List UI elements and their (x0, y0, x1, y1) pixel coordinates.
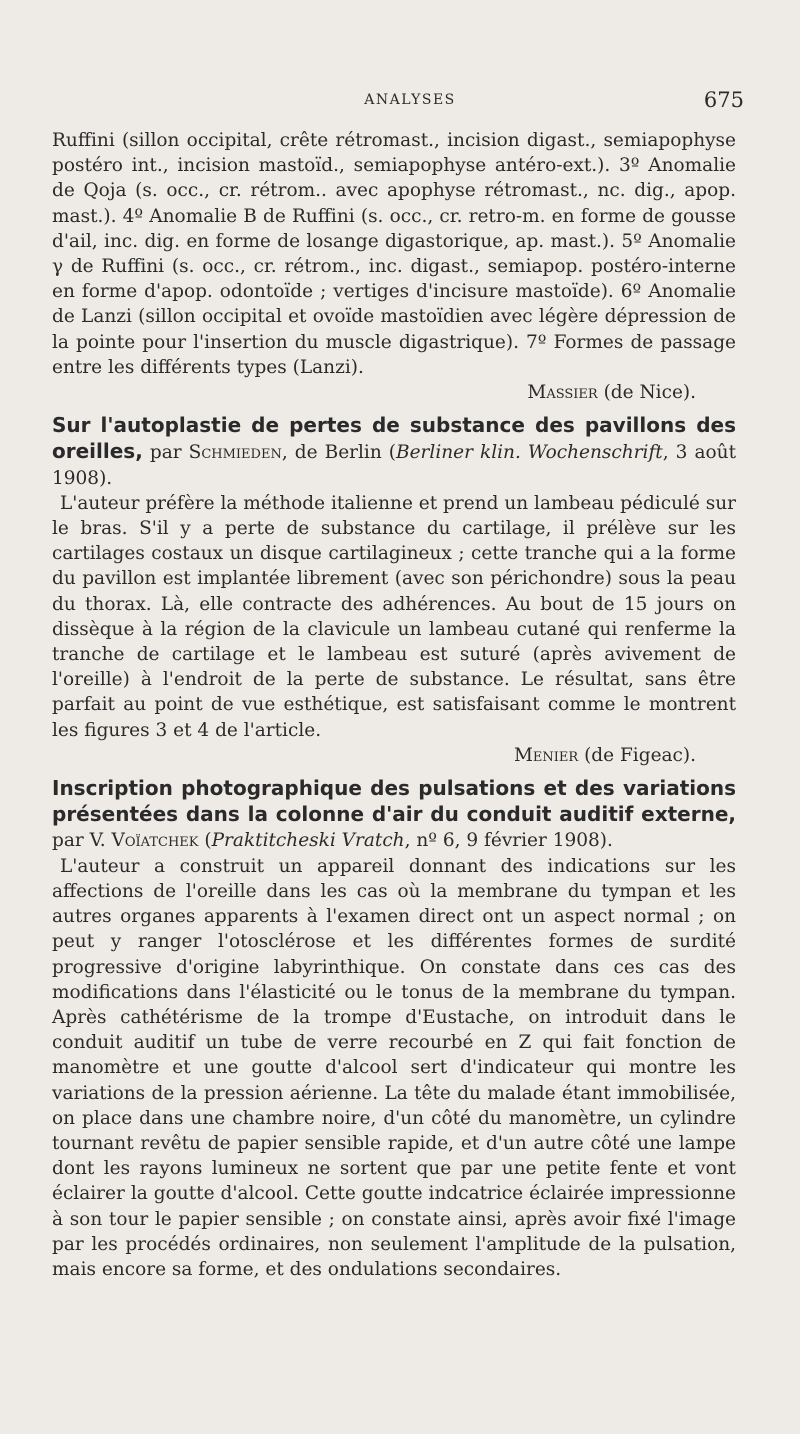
article-2-heading (52, 413, 736, 491)
article-2-author: Schmieden (188, 442, 282, 464)
article-1-signature (52, 380, 736, 405)
article-1-text: Ruffini (sillon occipital, crête rétromast., incision digast., semiapophyse postéro int., incision mastoïd., semiapophyse antéro-ext.). 3º Anomalie de Qoja (s. occ., cr. rétrom.. avec apophyse rétromast., nc. dig., apop. mast.). 4º Anomalie B de Ruffini (s. occ., cr. retro-m. en forme de gousse d'ail, inc. dig. en forme de losange digastorique, ap. mast.). 5º Anomalie γ de Ruffini (s. occ., cr. rétrom., inc. digast., semiapop. postéro-interne en forme d'apop. odontoïde ; vertiges d'incisure mastoïde). 6º Anomalie de Lanzi (sillon occipital et ovoïde mastoïdien avec légère dépression de la pointe pour l'insertion du muscle digastrique). 7º Formes de passage entre les différents types (Lanzi). (52, 130, 736, 378)
article-2-date: , 3 août 1908). (52, 442, 736, 489)
article-3-title: Inscription photographique des pulsations et des variations présentées dans la colonne d'air du conduit auditif externe, (52, 776, 736, 827)
page-number: 675 (703, 88, 744, 112)
page-header (0, 88, 800, 116)
article-2-title: Sur l'autoplastie de pertes de substance des pavillons des oreilles, (52, 413, 736, 464)
article-3-text: L'auteur a construit un appareil donnant des indications sur les affections de l'oreille dans les cas où la membrane du tympan et les autres organes apparents à l'examen direct ont un aspect normal ; on peut y ranger l'otosclérose et les différentes formes de surdité progressive d'origine labyrinthique. On constate dans ces cas des modifications dans l'élasticité ou le tonus de la membrane du tympan. Après cathétérisme de la trompe d'Eustache, on introduit dans le conduit auditif un tube de verre recourbé en Z qui fait fonction de manomètre et une goutte d'alcool sert d'indicateur qui montre les variations de la pression aérienne. La tête du malade étant immobilisée, on place dans une chambre noire, d'un côté du manomètre, un cylindre tournant revêtu de papier sensible rapide, et d'un autre côté une lampe dont les rayons lumineux ne sortent que par une petite fente et vont éclairer la goutte d'alcool. Cette goutte indcatrice éclairée impressionne à son tour le papier sensible ; on constate ainsi, après avoir fixé l'image par les procédés ordinaires, non seulement l'amplitude de la pulsation, mais encore sa forme, et des ondulations secondaires. (52, 855, 736, 1280)
article-1-author: Massier (527, 382, 598, 404)
article-1-author-place: (de Nice). (603, 382, 696, 404)
article-3-issue: , nº 6, 9 février 1908). (404, 830, 613, 852)
article-2-signature (52, 743, 736, 768)
article-2-city: , de Berlin ( (281, 442, 397, 464)
article-2-signature-place: (de Figeac). (584, 744, 696, 766)
running-title: ANALYSES (364, 92, 456, 108)
article-2-signature-author: Menier (513, 744, 579, 766)
article-3-author: Voïatchek (111, 830, 199, 852)
article-2-text: L'auteur préfère la méthode italienne et prend un lambeau pédiculé sur le bras. S'il y a perte de substance du cartilage, il prélève sur les cartilages costaux un disque cartilagineux ; cette tranche qui a la forme du pavillon est implantée librement (avec son périchondre) sous la peau du thorax. Là, elle contracte des adhérences. Au bout de 15 jours on dissèque à la région de la clavicule un lambeau cutané qui renferme la tranche de cartilage et le lambeau est suturé (après avivement de l'oreille) à l'endroit de la perte de substance. Le résultat, sans être parfait au point de vue esthétique, est satisfaisant comme le montrent les figures 3 et 4 de l'article. (52, 492, 736, 741)
article-3-by: par V. (52, 830, 106, 852)
article-3-journal: Praktitcheski Vratch (211, 830, 405, 852)
article-2-journal: Berliner klin. Wochenschrift (396, 442, 663, 464)
page-body (52, 128, 736, 1282)
article-2-by: par (149, 442, 182, 464)
article-3-heading: Inscription photographique des pulsations et des variations présentées dans la colonne d'air du conduit auditif externe, par V. Voïatchek (Praktitcheski Vratch, nº 6, 9 février 1908). (52, 776, 736, 852)
